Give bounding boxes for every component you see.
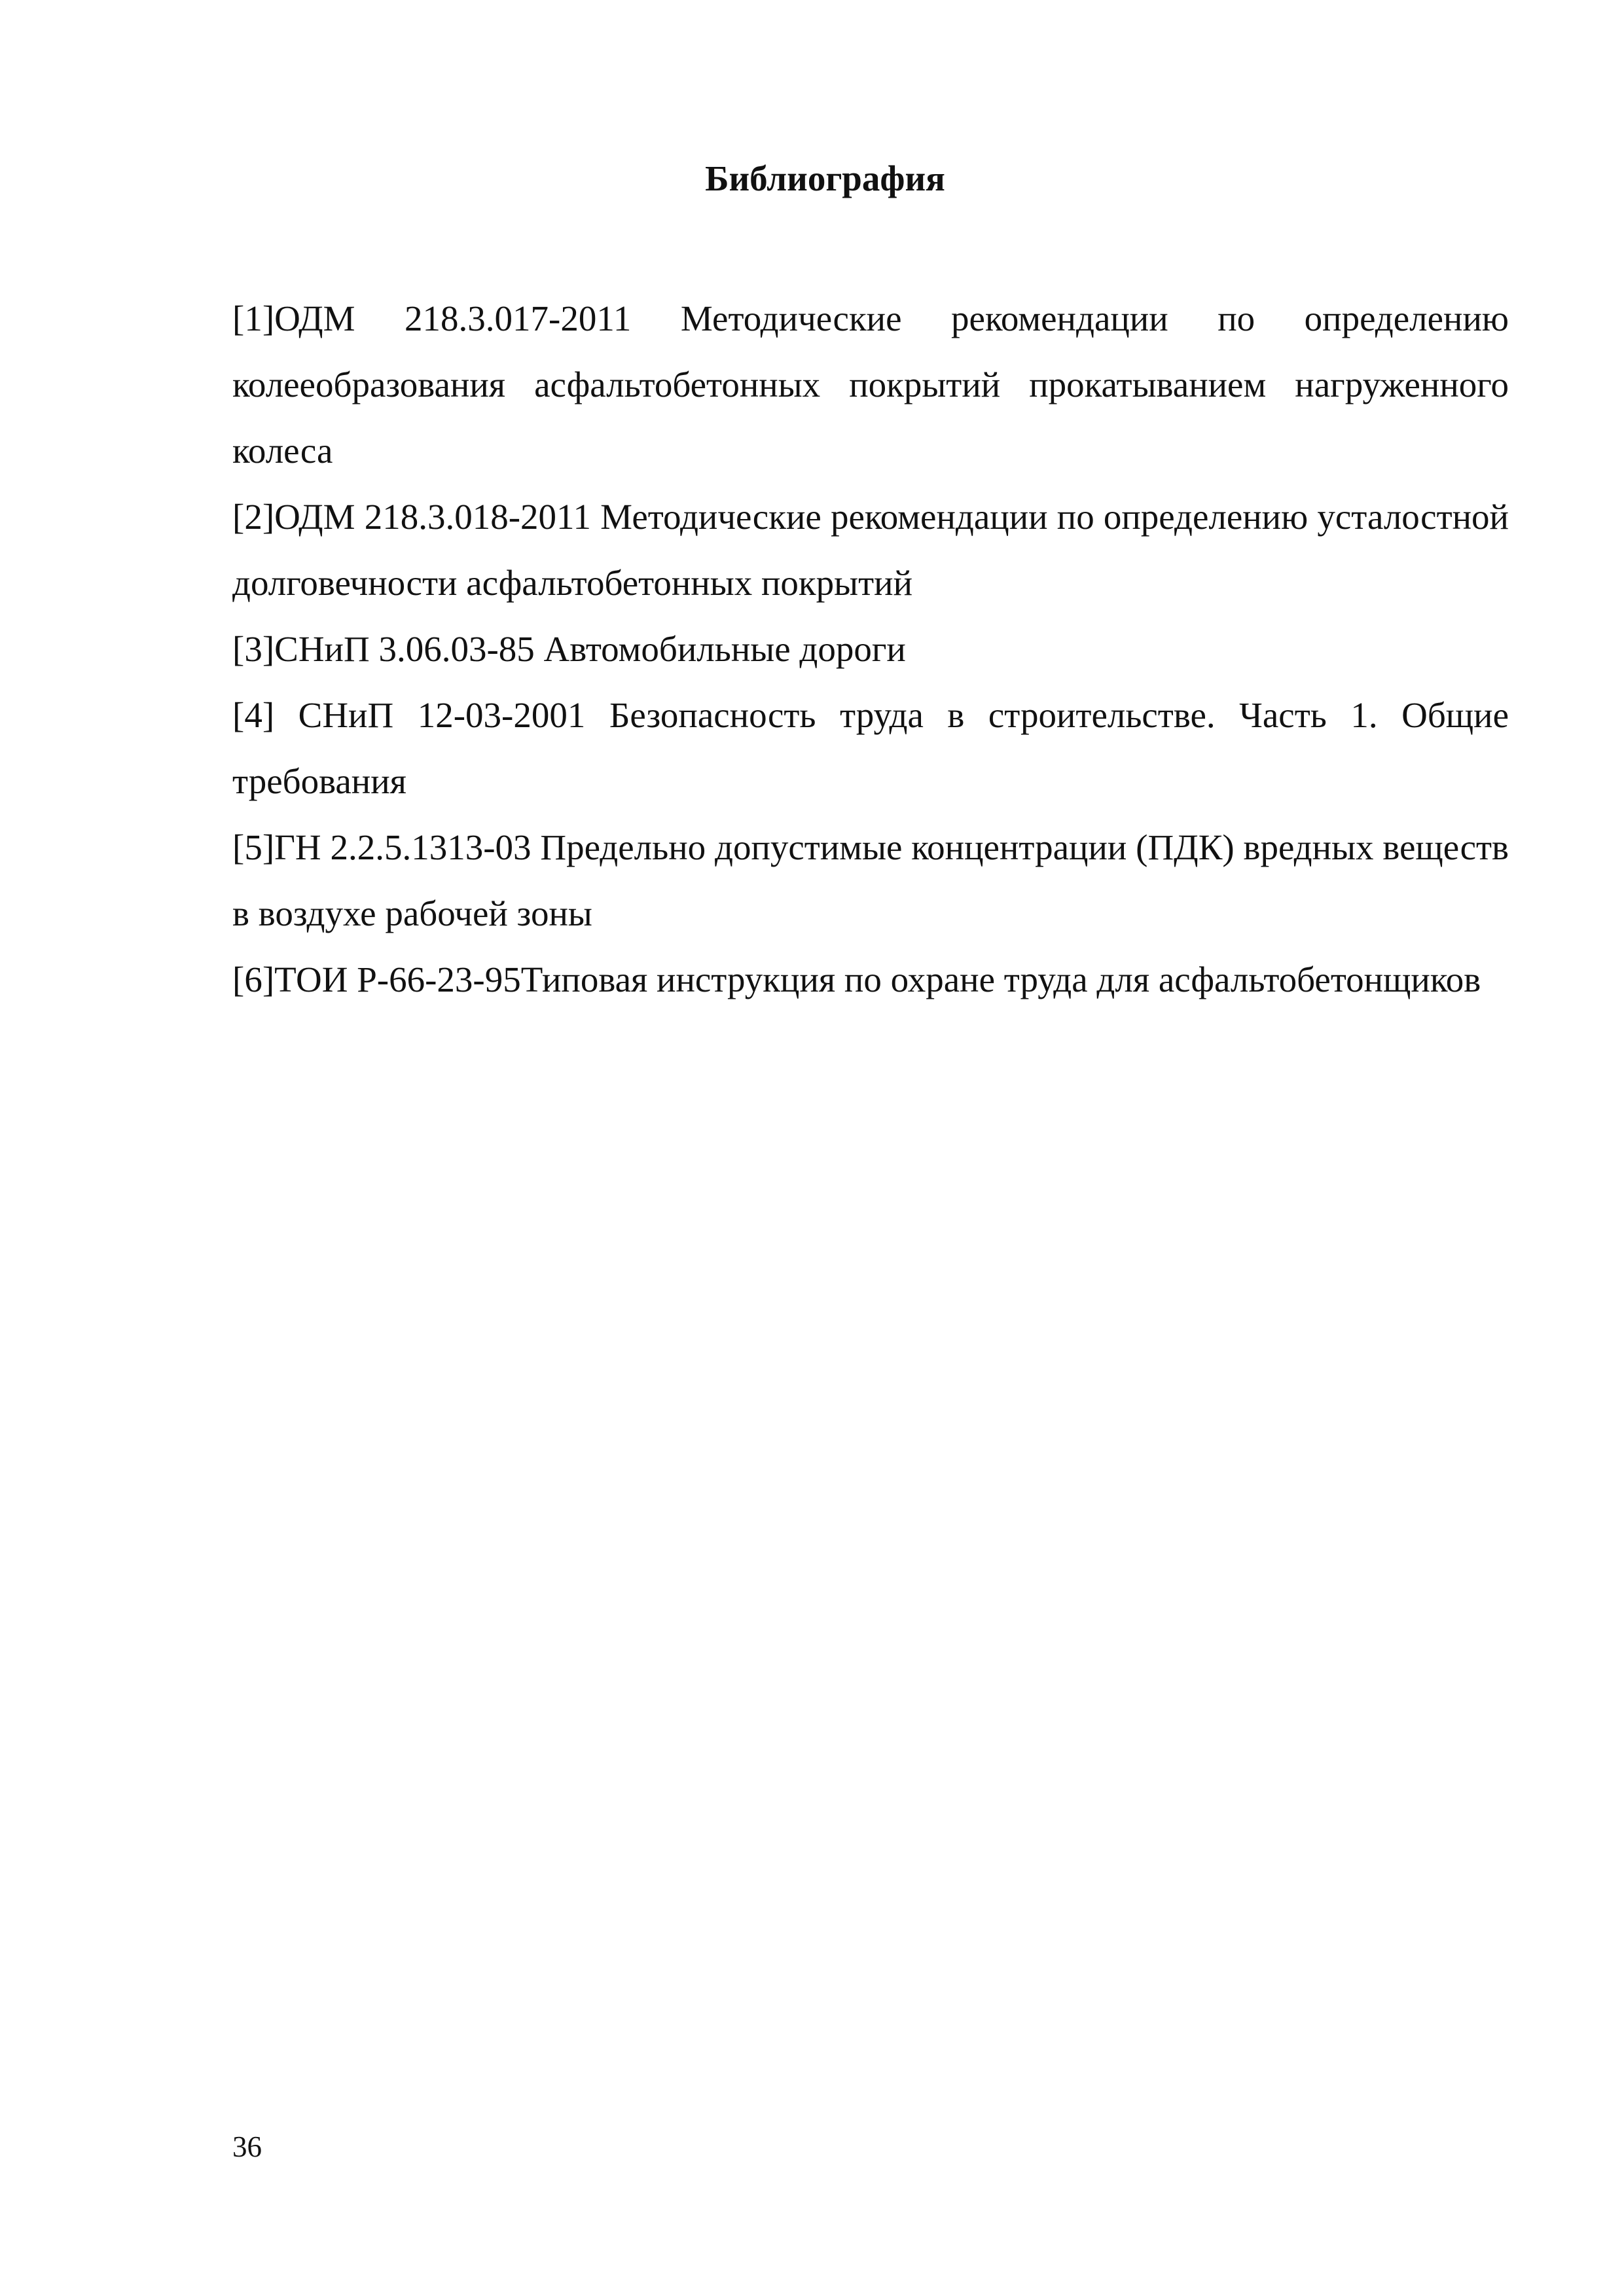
bibliography-item-6: [6]ТОИ Р-66-23-95Типовая инструкция по охране труда для асфальтобетонщиков — [232, 960, 1481, 999]
bibliography-list — [232, 285, 1509, 1013]
bibliography-item-1: [1]ОДМ 218.3.017-2011 Методические рекомендации по определению колееобразования асфальтобетонных покрытий прокатыванием нагруженного колеса — [232, 298, 1509, 471]
page-number: 36 — [232, 2130, 262, 2163]
bibliography-item-2: [2]ОДМ 218.3.018-2011 Методические рекомендации по определению усталостной долговечности асфальтобетонных покрытий — [232, 497, 1509, 603]
bibliography-item-3: [3]СНиП 3.06.03-85 Автомобильные дороги — [232, 629, 906, 669]
page-title: Библиография — [705, 158, 945, 198]
bibliography-item-4: [4] СНиП 12-03-2001 Безопасность труда в строительстве. Часть 1. Общие требования — [232, 695, 1509, 801]
bibliography-item-5: [5]ГН 2.2.5.1313-03 Предельно допустимые концентрации (ПДК) вредных веществ в воздухе рабочей зоны — [232, 827, 1509, 933]
